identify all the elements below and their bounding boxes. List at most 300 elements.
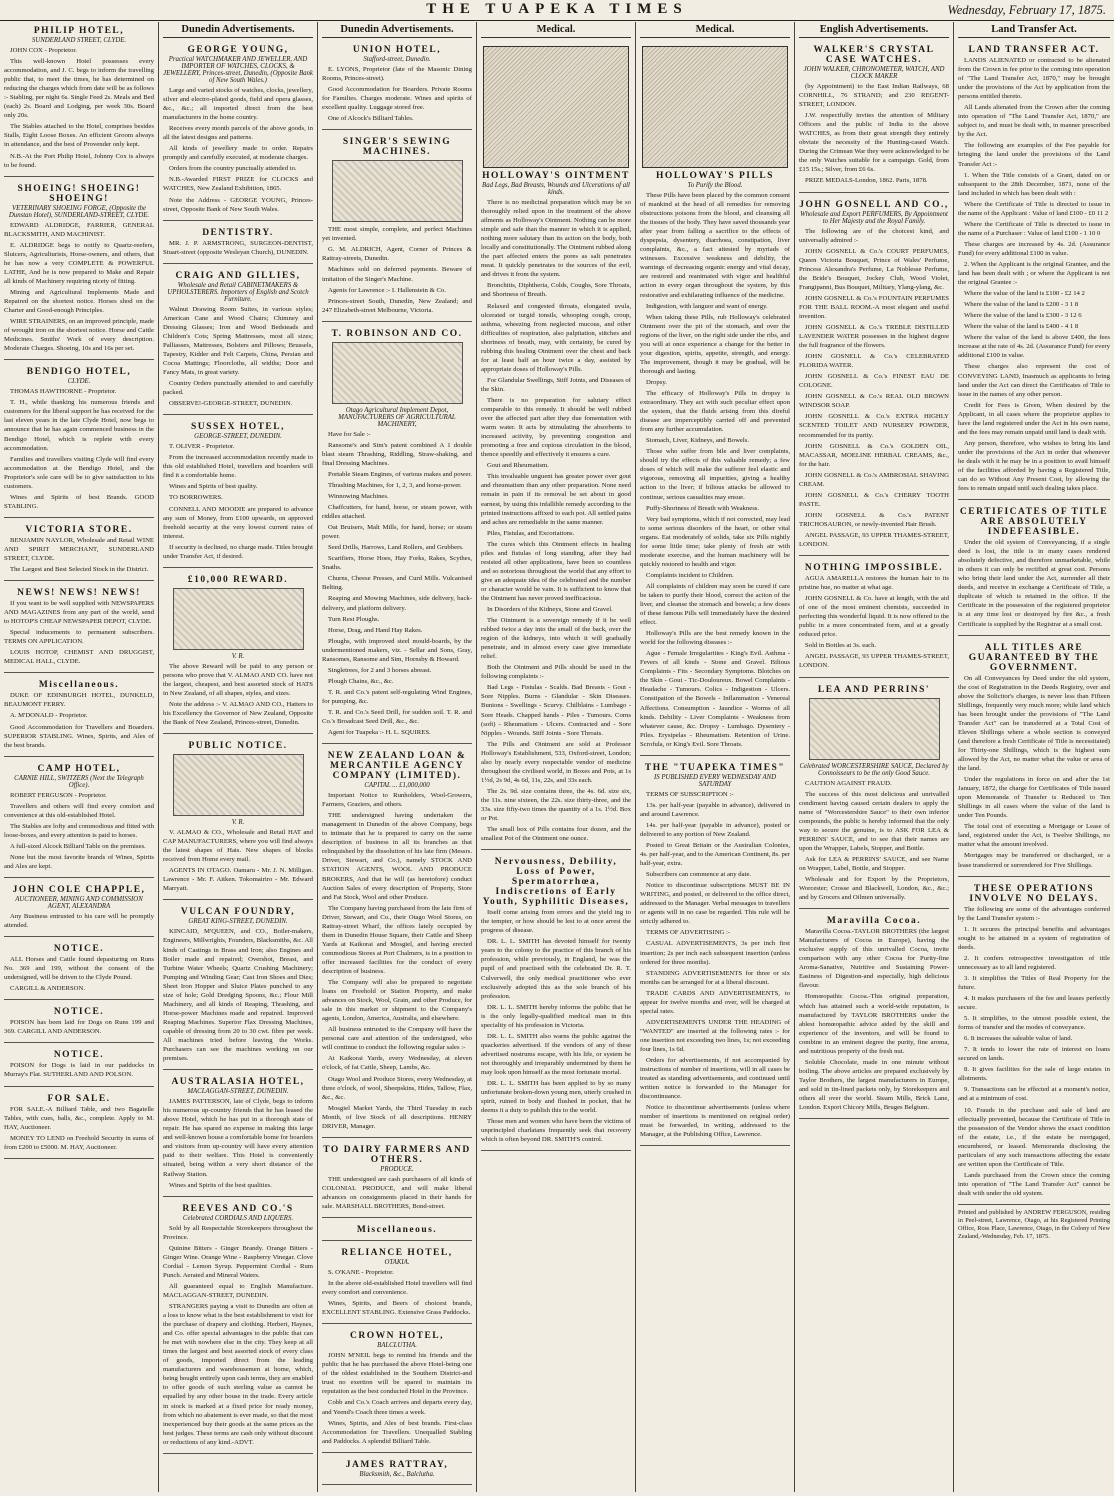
- ad-paragraph: AGENTS IN OTAGO. Oamaru - Mr. J. N. Milligan. Lawrence - Mr. F. Aitken. Tokomairiro - Mr. Edward Marryatt.: [163, 867, 313, 893]
- ad-paragraph: MR. J. P. ARMSTRONG, SURGEON-DENTIST, Stuart-street (opposite Wesleyan Church), DUNEDIN.: [163, 239, 313, 256]
- ad-paragraph: LOUIS HOTOP, CHEMIST AND DRUGGIST, MEDICAL HALL, CLYDE.: [4, 649, 154, 666]
- ad-paragraph: 8. It gives facilities for the sale of large estates in allotments.: [958, 1066, 1110, 1083]
- advertisement: [322, 1327, 472, 1452]
- ad-paragraph: JOHN GOSNELL & Co.'s REAL OLD BROWN WINDSOR SOAP.: [799, 393, 949, 410]
- ad-paragraph: ANGEL PASSAGE, 93 UPPER THAMES-STREET, LONDON.: [799, 531, 949, 549]
- advertisement: [799, 681, 949, 910]
- advertisement: [322, 747, 472, 1138]
- advertisement: [163, 1200, 313, 1454]
- ad-paragraph: The Stables attached to the Hotel, comprises besides Stalls, Eight Loose Boxes. An efficient Groom always in attendance, and the best of Provender only kept.: [4, 123, 154, 149]
- ad-paragraph: N.B.-At the Port Philip Hotel, Johnny Cox is always to be found.: [4, 152, 154, 169]
- ad-body: [4, 791, 154, 871]
- column-header: Land Transfer Act.: [958, 22, 1110, 38]
- ad-title: REEVES AND CO.'S: [182, 1203, 294, 1214]
- ad-title: SHOEING! SHOEING! SHOEING!: [17, 183, 141, 204]
- ad-paragraph: All business entrusted to the Company will have the personal care and attention of the undersigned, who will continue to conduct the following regular sales :-: [322, 1026, 472, 1052]
- ad-paragraph: Have for Sale :-: [328, 430, 371, 438]
- ad-body: [640, 191, 790, 749]
- ad-paragraph: JOHN GOSNELL & Co.'s FINEST EAU DE COLOGNE.: [799, 373, 949, 390]
- ad-paragraph: THE most simple, complete, and perfect Machines yet invented.: [322, 226, 472, 243]
- ad-paragraph: Oat Bruisers, Malt Mills, for hand, horse; or steam power.: [322, 524, 472, 541]
- ad-paragraph: Where the Certificate of Title is directed to issue in the name of a Purchaser : Value of land £100 - 1 10 0: [958, 220, 1110, 237]
- ad-title: GEORGE YOUNG,: [187, 45, 289, 55]
- masthead: [0, 0, 1114, 21]
- ad-title: HOLLOWAY'S OINTMENT: [482, 171, 630, 181]
- ad-paragraph: Otago Wool and Produce Stores, every Wednesday, at three o'clock, of wool, Sheepskins, Hides, Tallow, Flax, &c., &c.: [322, 1075, 472, 1101]
- ad-paragraph: The following are examples of the Fee payable for bringing the land under the provisions of the Land Transfer Act :-: [958, 142, 1110, 168]
- ad-paragraph: The 2s. 9d. size contains three, the 4s. 6d. size six, the 11s. nine sixteen, the 22s. size thirty-three, and the 33s. size fifty-two times the quantity of a 1s. 1½d. Box or Pot.: [481, 787, 631, 823]
- printer-imprint: Printed and published by ANDREW FERGUSON, residing in Peel-street, Lawrence, Otago, at his Registered Printing Office, Ross Place, Lawrence, Otago, in the Colony of New Zealand,-Wednesday, Feb. 17, 1875.: [958, 1208, 1110, 1241]
- ad-paragraph: Indigestion, with languor and want of energy.: [646, 302, 768, 310]
- advertisement: [4, 940, 154, 1000]
- ad-paragraph: At Kaikorai Yards, every Wednesday, at eleven o'clock, of fat Cattle, Sheep, Lambs, &c.: [322, 1055, 472, 1072]
- ad-paragraph: THE undersigned are cash purchasers of all kinds of COLONIAL PRODUCE, and will make liberal advances on consignments placed in their hands for sale. MARSHALL BROTHERS, Bond-street.: [322, 1175, 472, 1210]
- ad-paragraph: T. OLIVER - Proprietor.: [169, 443, 235, 451]
- ad-paragraph: Relaxed and congested throats, elongated uvula, ulcerated or turgid tonsils, whooping cough, croup, asthma, wheezing from neglected mucous, and other difficulties of respiration, also palpitation, stitches and shortness of breath, may, with certainty, be cured by rubbing this healing Ointment over the chest and back for at least half an hour twice a day, assisted by appropriate doses of Holloway's Pills.: [481, 302, 631, 373]
- ad-paragraph: The cures which this Ointment effects in healing piles and fistulas of long standing, after they had resisted all other applications, have been so countless and so notorious throughout the world that any effort to give an adequate idea of the celebrated and the number or character would be vain. It is sufficient to know that the Ointment has never proved inefficacious.: [481, 540, 631, 602]
- column-header: Medical.: [481, 22, 631, 38]
- ad-paragraph: Note the address :- V. ALMAO AND CO., Hatters to his Excellency the Governor of New Zealand, Opposite the Bank of New Zealand, Princes-street, Dunedin.: [163, 700, 313, 727]
- ad-paragraph: Good Accommodation for Travellers and Boarders. SUPERIOR STABLING. Wines, Spirits, and Ales of the best brands.: [4, 723, 154, 749]
- advertisement: [322, 41, 472, 130]
- ad-title: JOHN COLE CHAPPLE,: [12, 885, 146, 896]
- advertisement: [163, 571, 313, 734]
- ad-paragraph: Where the value of the land is above £400, the fees increase at the rate of 4s. 2d. (Assurance Fund) for every additional £100 in value.: [958, 334, 1110, 360]
- ad-paragraph: Scarifiers, Horse Hoes, Hay Forks, Rakes, Scythes, Snaths.: [322, 555, 472, 572]
- ad-paragraph: 7. It tends to lower the rate of interest on loans secured on lands.: [958, 1046, 1110, 1063]
- engraving-illustration: [809, 698, 940, 760]
- ad-body: [163, 828, 313, 893]
- ad-title: Miscellaneous.: [356, 1224, 438, 1235]
- ad-paragraph: Horse, Drag, and Hand Hay Rakes.: [328, 626, 423, 634]
- ad-title: JAMES RATTRAY,: [345, 1459, 449, 1470]
- ad-paragraph: All kinds of jewellery made to order. Repairs promptly and carefully executed, at moderate charges.: [163, 145, 313, 162]
- ad-paragraph: TO BORROWERS.: [169, 494, 223, 502]
- advertisement: [322, 1456, 472, 1485]
- ad-body: [4, 1105, 154, 1152]
- ad-subtitle: Celebrated WORCESTERSHIRE SAUCE, Declared by Connoisseurs to be the only Good Sauce.: [799, 762, 949, 777]
- advertisement: [322, 1244, 472, 1324]
- ad-subtitle: GREAT KING-STREET, DUNEDIN.: [188, 918, 288, 926]
- ad-title: SUSSEX HOTEL,: [191, 422, 285, 433]
- ad-paragraph: JOHN COX - Proprietor.: [10, 47, 77, 54]
- ad-subtitle: Celebrated CORDIALS AND LIQUERS.: [182, 1214, 294, 1222]
- ad-title: Nervousness, Debility, Loss of Power, Spermatorrhœa, Indiscretions of Early Youth, Syphilitic Diseases,: [482, 857, 630, 908]
- column-4: [477, 22, 636, 1492]
- ad-body: [322, 430, 472, 737]
- ad-paragraph: Itself come arising from errors and the yield ing to the tempter, or how should be lest to at once arrest the progress of disease.: [481, 909, 631, 935]
- ad-paragraph: E. ALDRIDGE begs to notify to Quartz-reefers, Sluicers, Agriculturists, Horse-owners, and others, that he has now a very COMPLETE & POWERFUL LATHE, And he is now prepared to Make and Repair all kinds of Machinery requiring nicety of fitting.: [4, 241, 154, 285]
- ad-paragraph: Special inducements to permanent subscribers. TERMS ON APPLICATION.: [4, 629, 154, 646]
- column-header: Dunedin Advertisements.: [322, 22, 472, 38]
- ad-subtitle: MACLAGGAN-STREET, DUNEDIN.: [187, 1088, 289, 1096]
- ad-title: £10,000 REWARD.: [187, 574, 289, 585]
- ad-paragraph: The Ointment is a sovereign remedy if it be well rubbed twice a day into the small of the back, over the region of the kidneys, into which it will gradually penetrate, and in almost every case give immediate relief.: [481, 617, 631, 661]
- ad-body: [958, 56, 1110, 493]
- ad-body: [799, 927, 949, 1112]
- ad-paragraph: Homœopathic Cocoa.-This original preparation, which has attained such a world-wide reputation, is manufactured by TAYLOR BROTHERS under the ablest homœopathic advice aided by the skill and experience of the inventors, and will be found to combine in an eminent degree the purity, fine aroma, and nutritious property of the fresh nut.: [799, 993, 949, 1055]
- ad-body: [163, 239, 313, 257]
- ad-paragraph: 5. It simplifies, to the utmost possible extent, the forms of transfer and the modes of conveyance.: [958, 1015, 1110, 1032]
- ad-paragraph: Wholesale and for Export by the Proprietors, Worcester; Crosse and Blackwell, London, &c., &c.; and by Grocers and Oilmen universally.: [799, 876, 949, 902]
- ad-paragraph: LANDS ALIENATED or contracted to be alienated from the Crown in fee prior to the coming into operation of "The Land Transfer Act, 1870," may be brought under the provisions of the Act by application from the persons entitled thereto.: [958, 57, 1110, 101]
- ad-body: [958, 905, 1110, 1198]
- ad-paragraph: 4. It makes purchasers of the fee and leases perfectly secure.: [958, 994, 1110, 1012]
- advertisement: [4, 22, 154, 177]
- ad-body: [322, 65, 472, 123]
- advertisement: [958, 880, 1110, 1205]
- ad-paragraph: Any person, therefore, who wishes to bring his land under the provisions of the Act in order that whenever he deals with it he may be in a position to avail himself of the facilities afforded by having a Registered Title, can do so Without Any Present Cost, by allowing the fees to remain unpaid until such dealing takes place.: [958, 439, 1110, 493]
- ad-paragraph: POISON for Dogs is laid in our paddocks in Murray's Flat. SUTHERLAND AND POLSON.: [4, 1062, 154, 1079]
- ad-subtitle: IS PUBLISHED EVERY WEDNESDAY AND SATURDAY: [653, 773, 777, 788]
- ad-paragraph: Under the regulations in force on and after the 1st January, 1872, the charge for Certificates of Title issued upon Memoranda of Transfer is Reduced to Ten Shillings in all cases where the value of the land is under Ten Pounds.: [958, 776, 1110, 820]
- ad-body: [4, 221, 154, 354]
- ad-paragraph: Country Orders punctually attended to and carefully packed.: [163, 380, 313, 397]
- ad-paragraph: In Disorders of the Kidneys, Stone and Gravel.: [487, 606, 613, 614]
- ad-paragraph: JOHN GOSNELL & Co.'s COURT PERFUMES, Queen Victoria Bouquet, Prince of Wales' Perfume, Princess Alexandra's Perfume, La Noblesse Perfume, the Bride's Bouquet, Jockey Club, Wood Violet, Frangipanni, Bus Bouquet, Military, Ylang-ylang, &c.: [799, 247, 949, 291]
- column-header: Dunedin Advertisements.: [163, 22, 313, 38]
- ad-body: [163, 86, 313, 214]
- ad-paragraph: 1. It secures the principal benefits and advantages sought to be attained in a system of registration of deeds.: [958, 925, 1110, 951]
- advertisement: [322, 325, 472, 744]
- ad-paragraph: E. LYONS, Proprietor (late of the Masonic Dining Rooms, Princes-street).: [322, 66, 472, 83]
- ad-paragraph: JOHN GOSNELL & Co.'s CELEBRATED FLORIDA WATER.: [799, 353, 949, 370]
- ad-paragraph: Where the value of the land is £200 - 3 1 8: [964, 301, 1079, 309]
- advertisement: [322, 1141, 472, 1218]
- ad-paragraph: Seed Drills, Harrows, Land Rollers, and Grubbers.: [328, 544, 464, 552]
- ad-paragraph: (by Appointment) to the East Indian Railways, 68 CORNHILL, 76 STRAND; and 230 REGENT-STREET, LONDON.: [799, 83, 949, 109]
- ad-paragraph: Mining and Agricultural Implements Made and Repaired on the shortest notice. Horses shod on the Charter and Good-enough Principles.: [4, 288, 154, 315]
- ad-title: NOTICE.: [53, 1050, 105, 1061]
- column-7: [954, 22, 1114, 1492]
- ad-paragraph: Wines and Spirits of best Brands. GOOD STABLING.: [4, 493, 154, 510]
- ad-paragraph: TERMS OF ADVERTISING :-: [646, 929, 731, 937]
- ad-paragraph: For Glandular Swellings, Stiff Joints, and Diseases of the Skin.: [481, 376, 631, 393]
- ad-paragraph: Families and travellers visiting Clyde will find every accommodation at the Bendigo Hotel, and the Proprietor's sole care will be to give satisfaction to his customers.: [4, 455, 154, 490]
- ad-subtitle: Stafford-street, Dunedin.: [363, 56, 431, 63]
- ad-paragraph: Important Notice to Runholders, Wool-Growers, Farmers, Graziers, and others.: [322, 792, 472, 809]
- ad-body: [163, 1224, 313, 1447]
- advertisement: [958, 639, 1110, 877]
- ad-paragraph: Bad Legs - Fistulas - Scalds. Bad Breasts - Gout - Sore Nipples. Burns - Glandular - Skin Diseases. Bunions - Swellings - Scurvy. Chilblains - Lumbago - Sore Heads. Chapped hands - Piles - Tumours. Corns (soft) - Rheumatism - Ulcers. Contracted and - Sore Nipples - Wounds. Stiff Joints - Sore Throats.: [481, 684, 631, 737]
- ad-paragraph: Holloway's Pills are the best remedy known in the world for the following diseases :-: [640, 630, 790, 647]
- ad-paragraph: 2. It confers retrospective investigation of title unnecessary as to all land registered.: [958, 954, 1110, 971]
- ad-paragraph: JOHN GOSNELL & Co.'s FOUNTAIN PERFUMES FOR THE BALL ROOM.-A most elegant and useful invention.: [799, 294, 949, 320]
- ad-paragraph: Stomach, Liver, Kidneys, and Bowels.: [646, 437, 749, 445]
- ad-paragraph: STRANGERS paying a visit to Dunedin are often at a loss to know what is the best establishment to visit for the purchase of drapery and clothing. Herbert, Haynes, and Co. offer special advantages to the public that can be met with nowhere else in the city. They keep at all times the largest and best assorted stock of every class of goods, imported direct from the leading manufacturers and warehousemen at home, which, being bought entirely upon cash terms, they are enabled to offer goods of such sterling value as cannot be equalled by any other house in the trade. Every article in stock is marked at a fixed price for ready money, from which no abatement is ever made, so that the most inexperienced buy their goods at the same prices as the best judges. These terms are cash only without discount or reductions of any kind.-ADVT.: [163, 1302, 313, 1446]
- ad-paragraph: Posted to Great Britain or the Australian Colonies, 4s. per half-year, and to the American Continent, 8s. per half-year, extra.: [640, 842, 790, 868]
- ad-paragraph: T. R. and Co.'s patent self-regulating Wind Engines, for pumping, &c.: [322, 688, 472, 705]
- ad-paragraph: This invaluable unguent has greater power over gout and rheumatism than any other preparation. None need remain in pain if its removal be set about in good earnest, by using this infallible remedy according to the printed instructions affixed to each pot. All settled pains and aches are remediable in the same manner.: [481, 473, 631, 526]
- column-1: [0, 22, 159, 1492]
- ad-paragraph: 6. It increases the saleable value of land.: [964, 1035, 1073, 1043]
- ad-subtitle: VETERINARY SHOEING FORGE, (Opposite the Dunstan Hotel), SUNDERLAND-STREET, CLYDE.: [8, 204, 150, 219]
- advertisement: [163, 224, 313, 264]
- newspaper-title: THE TUAPEKA TIMES: [426, 1, 688, 17]
- advertisement: [481, 41, 631, 850]
- ad-title: LEA AND PERRINS': [817, 684, 931, 695]
- advertisement: [799, 912, 949, 1119]
- ad-paragraph: Piles, Fistulas, and Excoriations.: [487, 529, 575, 537]
- advertisement: [163, 903, 313, 1070]
- ad-subtitle: PRODUCE.: [380, 1165, 414, 1173]
- engraving-illustration: [332, 342, 463, 404]
- ad-body: [163, 662, 313, 727]
- advertisement: [4, 676, 154, 756]
- advertisement: [799, 196, 949, 557]
- ad-paragraph: ADVERTISEMENTS UNDER THE HEADING of "WANTED" are inserted at the following rates :- for one insertion not exceeding two lines, 1s; not exceeding four lines, 1s 6d.: [640, 1018, 790, 1053]
- ad-title: JOHN GOSNELL AND CO.,: [799, 199, 949, 210]
- ad-paragraph: Travellers and others will find every comfort and convenience at this old-established Hotel.: [4, 802, 154, 819]
- ad-paragraph: Receives every month parcels of the above goods, in all the latest designs and patterns.: [163, 125, 313, 142]
- ad-paragraph: WIRE STRAINERS, on an improved principle, made of wrought iron on the shortest notice. Horse and Cattle Medicines. Smiths' Work of every description. Moderate Charges. Shoeing, 10s and 16s per set.: [4, 318, 154, 353]
- ad-paragraph: Reaping and Mowing Machines, side delivery, back-delivery, and platform delivery.: [322, 595, 472, 612]
- ad-paragraph: THOMAS HAWTHORNE - Proprietor.: [10, 388, 117, 396]
- ad-title: FOR SALE.: [47, 1093, 111, 1104]
- issue-date: Wednesday, February 17, 1875.: [947, 3, 1106, 17]
- advertisement: [481, 853, 631, 1151]
- ad-subtitle: BALCLUTHA.: [377, 1342, 417, 1350]
- advertisement: [4, 180, 154, 361]
- column-2: [159, 22, 318, 1492]
- ad-paragraph: JOHN GOSNELL & Co.'s CHERRY TOOTH PASTE.: [799, 491, 949, 508]
- ad-title: NEW ZEALAND LOAN & MERCANTILE AGENCY COMPANY (LIMITED).: [327, 751, 467, 782]
- ad-paragraph: Where the Certificate of Title is directed to issue in the name of the Applicant : Value of land £100 - £0 11 2: [958, 200, 1110, 217]
- ad-paragraph: JOHN GOSNELL & Co.'s GOLDEN OIL, MACASSAR, MOELINE HERBAL CREAMS, &c., for the hair.: [799, 442, 949, 468]
- ad-paragraph: The following are some of the advantages conferred by the Land Transfer system :-: [958, 905, 1110, 922]
- ad-paragraph: Thrashing Machines, for 1, 2, 3, and horse-power.: [328, 481, 462, 489]
- ad-paragraph: Agent for Tuapeka :- H. L. SQUIRES.: [328, 729, 431, 737]
- ad-paragraph: T. H., while thanking his numerous friends and customers for the liberal support he has received for the last eleven years in the late Clyde Hotel, now begs to announce that he has again commenced business in the Bendigo Hotel, which is replete with every accommodation.: [4, 399, 154, 452]
- ad-paragraph: Very bad symptoms, which if not corrected, may lead to some serious disorders of the heart, or other vital organs. Eat moderately of solids, take six Pills nightly for some little time; take plenty of fresh air with moderate exercise, and the human machinery will be quickly restored to health and vigor.: [640, 515, 790, 568]
- ad-paragraph: Orders from the country punctually attended to.: [169, 165, 297, 173]
- ad-paragraph: When taking these Pills, rub Holloway's celebrated Ointment over the pit of the stomach, and over the regions of the liver, on the right side under the ribs, and you will at once experience a change for the better in your digestion, spirits, appetite, strength, and energy. The improvement, though it may be gradual, will be thorough and lasting.: [640, 313, 790, 375]
- ad-paragraph: 3. It simplifies the Titles of Real Property for the future.: [958, 974, 1110, 991]
- ad-title: Miscellaneous.: [38, 680, 120, 691]
- ad-paragraph: Where the value of the land is £300 - 3 12 6: [964, 312, 1082, 320]
- ad-paragraph: CARGILL & ANDERSON.: [10, 985, 85, 993]
- ad-paragraph: Wines and Spirits of best quality.: [169, 483, 258, 491]
- ad-paragraph: Ransome's and Sim's patent combined A 1 double blast steam Thrashing, Riddling, Straw-shaking, and final Dressing Machines.: [322, 441, 472, 467]
- ad-paragraph: JOHN GOSNELL & Co.'s TREBLE DISTILLED LAVENDER WATER possesses in the highest degree the full fragrance of the flowers.: [799, 323, 949, 350]
- advertisement: [640, 759, 790, 1147]
- ad-title: CERTIFICATES OF TITLE ARE ABSOLUTELY INDEFEASIBLE.: [959, 507, 1109, 538]
- ad-subtitle: CLYDE.: [67, 378, 91, 386]
- ad-paragraph: All Lands alienated from the Crown after the coming into operation of "The Land Transfer Act, 1870," are subject to, and must be dealt with, in manner prescribed by the Act.: [958, 104, 1110, 139]
- ad-title: T. ROBINSON AND CO.: [331, 328, 463, 339]
- ad-paragraph: This well-known Hotel possesses every accommodation, and J. C. begs to inform the travelling public that, to meet the times, he has determined on reducing the charges which from date will be as follows :- Stabling, per night 6s. Single Feed 2s. Meals and Bed (each) 2s. Board and Lodging, per week 30s. Board only 20s.: [4, 58, 154, 120]
- ad-title: NEWS! NEWS! NEWS!: [17, 588, 141, 599]
- ad-paragraph: Machines sold on deferred payments. Beware of imitation of the Singer's Machine.: [322, 266, 472, 283]
- ad-body: [163, 927, 313, 1063]
- ad-title: DENTISTRY.: [202, 227, 274, 238]
- ad-paragraph: THE undersigned having undertaken the management in Dunedin of the above Company, begs to intimate that he is prepared to carry on the same description of business in all its branches as that relinquished by the dissolution of his late firm (Messrs. Driver, Stewart, and Co.), namely STOCK AND STATION AGENTS, WOOL AND PRODUCE BROKERS, And that he will (as heretofore) conduct Auction Sales of every description of Property, Store and Fat Stock, Wool and other Produce.: [322, 812, 472, 901]
- ad-paragraph: STANDING ADVERTISEMENTS for three or six months can be arranged for at a liberal discount.: [640, 969, 790, 986]
- ad-paragraph: N.B.-Awarded FIRST PRIZE for CLOCKS and WATCHES, New Zealand Exhibition, 1865.: [163, 176, 313, 193]
- ad-paragraph: JAMES PATTERSON, late of Clyde, begs to inform his numerous up-country friends that he has leased the above Hotel, which he has put in a thorough state of repair. He has spared no expense in making this large and well-known house a comfortable home for boarders and visitors from up-country will have every attention paid to their welfare. This Hotel is conveniently situated, being within a very short distance of the Railway Station.: [163, 1098, 313, 1178]
- ad-paragraph: DR. L. L. SMITH hereby informs the public that he is the only legally-qualified medical man in this speciality of his profession in Victoria.: [481, 1003, 631, 1029]
- ad-paragraph: Ask for LEA & PERRINS' SAUCE, and see Name on Wrapper, Label, Bottle, and Stopper.: [799, 855, 949, 872]
- ad-paragraph: JOHN GOSNELL & Co.'s EXTRA HIGHLY SCENTED TOILET AND NURSERY POWDER, recommended for its purity.: [799, 413, 949, 439]
- ad-paragraph: The Company having purchased from the late firm of Driver, Stewart, and Co., their Otago Wool Stores, on Rattray-street Wharf, the offices lately occupied by them in Dunedin House Square, their Cattle and Sheep Yards at Kaikorai and Mosgiel, and having erected commodious Stores at Port Chalmers, is in a position to offer increased facilities for the conduct of every description of business.: [322, 904, 472, 975]
- ad-paragraph: The above Reward will be paid to any person or persons who prove that V. ALMAO AND CO. have not the largest, cheapest, and best assorted stock of HATS in New Zealand, of all shapes, styles, and sizes.: [163, 662, 313, 697]
- engraving-illustration: [332, 160, 463, 222]
- ad-body: [958, 674, 1110, 870]
- ad-title: VULCAN FOUNDRY,: [180, 907, 296, 918]
- column-header: Medical.: [640, 22, 790, 38]
- ad-subtitle: V. R.: [231, 819, 245, 827]
- ad-subtitle: CAPITAL ... £1,000,000: [364, 782, 430, 790]
- ad-paragraph: 2. When the Applicant is the original Grantee, and the land has been dealt with ; or where the Applicant is not the original Grantee :-: [958, 260, 1110, 287]
- ad-paragraph: G. M. ALDRICH, Agent, Corner of Princes & Rattray-streets, Dunedin.: [322, 246, 472, 263]
- ad-body: [322, 1351, 472, 1445]
- advertisement: [322, 133, 472, 321]
- ad-body: [322, 791, 472, 1131]
- ad-subtitle: V. R.: [231, 652, 245, 660]
- ad-paragraph: BENJAMIN NAYLOR, Wholesale and Retail WINE AND SPIRIT MERCHANT, SUNDERLAND STREET, CLYDE.: [4, 536, 154, 562]
- ad-title: NOTICE.: [53, 1007, 105, 1018]
- ad-paragraph: CAUTION AGAINST FRAUD.: [805, 779, 892, 787]
- ad-paragraph: Princes-street South, Dunedin, New Zealand; and 247 Elizabeth-street Melbourne, Victoria.: [322, 297, 472, 314]
- ad-paragraph: Puffy-Shortness of Breath with Weakness.: [646, 504, 760, 512]
- ad-body: [163, 305, 313, 409]
- ad-paragraph: Note the Address - GEORGE YOUNG, Princes-street, Opposite Bank of New South Wales.: [163, 196, 313, 213]
- ad-paragraph: The following are of the choicest kind, and universally admired :-: [799, 227, 949, 244]
- ad-paragraph: The success of this most delicious and unrivalled condiment having caused certain dealers to apply the name of "Worcestershire Sauce" to their own inferior compounds, the public is hereby informed that the only way to secure the genuine, is to ASK FOR LEA & PERRINS' SAUCE, and to see that their names are upon the Wrapper, Labels, Stopper, and Bottle.: [799, 790, 949, 852]
- ad-paragraph: Where the value of the land is £400 - 4 1 8: [964, 323, 1079, 331]
- ad-title: VICTORIA STORE.: [25, 524, 133, 535]
- ad-paragraph: ANGEL PASSAGE, 93 UPPER THAMES-STREET, LONDON.: [799, 653, 949, 670]
- ad-paragraph: Gout and Rheumatism.: [487, 462, 549, 470]
- advertisement: [4, 1003, 154, 1043]
- ad-paragraph: There is no medicinal preparation which may be so thoroughly relied upon in the treatment of the above ailments as Holloway's Ointment. Nothing can be more simple and safe than the manner in which it is applied, nothing more salutary than its action on the body, both locally and constitutionally. The Ointment rubbed along the part affected enters the pores as salt penetrates meat. It quickly penetrates to the sources of the evil, and drives it from the system.: [481, 199, 631, 279]
- ad-paragraph: 1. When the Title consists of a Grant, dated on or subsequent to the 28th December, 1871, none of the land included in which has been dealt with :: [958, 171, 1110, 197]
- advertisement: [958, 503, 1110, 635]
- ad-paragraph: 14s. per half-year (payable in advance), posted or delivered to any portion of New Zealand.: [640, 821, 790, 838]
- ad-paragraph: Good Accommodation for Boarders. Private Rooms for Families. Charges moderate. Wines and spirits of excellent quality. Luggage stored free.: [322, 86, 472, 112]
- ad-paragraph: None but the most favorite brands of Wines, Spirits and Ales are kept.: [4, 853, 154, 870]
- ad-title: THE "TUAPEKA TIMES": [644, 762, 786, 773]
- ad-paragraph: Ague - Female Irregularities - King's Evil. Asthma - Fevers of all kinds - Stone and Gravel. Bilious Complaints - Fits - Secondary Symptoms. Blotches on the Skin - Gout - Tic-Douloureux. Bowel Complaints - Headache - Tumours. Colics - Indigestion - Ulcers. Constipation of the Bowels - Inflammation - Venereal Affections. Consumption - Jaundice - Worms of all kinds. Debility - Liver Complaints - Weakness from whatever cause, &c. Dropsy - Lumbago. Dysentery - Piles. Erysipelas - Rheumatism. Retention of Urine. Scrofula, or King's Evil. Sore Throats.: [640, 650, 790, 748]
- ad-paragraph: POISON has been laid for Dogs on Runs 199 and 369. CARGILL AND ANDERSON.: [4, 1019, 154, 1036]
- ad-paragraph: Notice to discontinue advertisements (unless where number of insertions is mentioned on original order) must be forwarded, in writing, addressed to the Manager, at the Publishing Office, Lawrence.: [640, 1104, 790, 1139]
- ad-paragraph: MONEY TO LEND on Freehold Security in sums of from £200 to £5000. M. HAY, Auctioneer.: [4, 1134, 154, 1151]
- ad-paragraph: TERMS OF SUBSCRIPTION :-: [646, 790, 734, 798]
- advertisement: [163, 1073, 313, 1196]
- ad-title: AUSTRALASIA HOTEL,: [171, 1077, 305, 1088]
- ad-title: RELIANCE HOTEL,: [341, 1247, 453, 1258]
- ad-title: CRAIG AND GILLIES,: [175, 270, 301, 281]
- ad-subtitle: Bad Legs, Bad Breasts, Wounds and Ulcerations of all kinds.: [482, 182, 630, 196]
- ad-paragraph: KINCAID, M'QUEEN, and CO., Boiler-makers, Engineers, Millwrights, Founders, Blacksmiths, &c. All kinds of Castings in Brass and Iron; also Engines and Boiler made and repaired; Overshot, Breast, and Turbine Water Wheels; Quartz Crushing Machinery; Pumping and Winding Gear; Cast Iron Shoes and Dies; Sheet Iron Hopper and Sluice Plates punched to any size of hole; Gold Dredging Spoons, &c.; Flour Mill Machinery, and all kinds of Reaping, Thrashing, and Horse-power Machines made and repaired. Improved Reaping Machines. Superior Flax Dressing Machines, capable of dressing from 20 to 30 cwt. fibre per week. All machines tried before leaving the Works. Purchasers can see the machines working on our premises.: [163, 928, 313, 1063]
- ad-body: [4, 387, 154, 511]
- ad-paragraph: DR. L. L. SMITH also warns the public against the quackeries advertised. If the vendors of any of these advertised nostrums escape, with his life, or system be not thoroughly and irreparably undermined by them he may look upon himself as the most fortunate mortal.: [481, 1032, 631, 1076]
- advertisement: [799, 559, 949, 677]
- ad-paragraph: Orders for advertisements, if not accompanied by instructions of number of insertions, will in all cases be treated as standing advertisements, and continued until written notice is forwarded to the Manager for discontinuance.: [640, 1057, 790, 1101]
- ad-subtitle: JOHN WALKER, CHRONOMETER, WATCH, AND CLOCK MAKER: [803, 66, 945, 80]
- ad-paragraph: Where the value of the land is £100 - £2 14 2: [964, 290, 1085, 298]
- advertisement: [958, 41, 1110, 500]
- ad-paragraph: JOHN M'NEIL begs to remind his friends and the public that he has purchased the above Hotel-being one of the oldest established in the Southern District-and trust no exertion will be spared to maintain its reputation as the best conducted Hotel in the Province.: [322, 1352, 472, 1396]
- ad-body: [799, 574, 949, 670]
- ad-paragraph: ALL Horses and Cattle found depasturing on Runs No. 369 and 199, without the consent of the undersigned, will be driven to the Clyde Pound.: [4, 956, 154, 982]
- advertisement: [4, 521, 154, 581]
- ad-body: [4, 1061, 154, 1079]
- ad-title: CAMP HOTEL,: [37, 763, 121, 774]
- ad-body: [799, 227, 949, 550]
- engraving-illustration: [173, 588, 304, 650]
- ad-body: [481, 198, 631, 843]
- ad-paragraph: ROBERT FERGUSON - Proprietor.: [10, 791, 107, 799]
- ad-paragraph: The efficacy of Holloway's Pills in dropsy is extraordinary. They act with such peculiar effect upon the system, that the fluids arising from this direful disease are imperceptibly carried off and prevented from any further accumulation.: [640, 389, 790, 434]
- ad-body: [322, 1175, 472, 1211]
- ad-paragraph: JOHN GOSNELL & Co.'s PATENT TRICHOSAURON, or newly-invented Hair Brush.: [799, 511, 949, 528]
- ad-paragraph: The Largest and Best Selected Stock in the District.: [10, 566, 149, 574]
- advertisement: [322, 1221, 472, 1241]
- ad-paragraph: V. ALMAO & CO., Wholesale and Retail HAT and CAP MANUFACTURERS, where you will find always the latest shapes of Hats. New shapes of blocks received from Home every mail.: [163, 829, 313, 864]
- ad-subtitle: CARNIE HILL, SWITZERS (Next the Telegraph Office).: [14, 774, 144, 789]
- column-header: English Advertisements.: [799, 22, 949, 38]
- engraving-illustration: [173, 754, 304, 816]
- ad-title: Maravilla Cocoa.: [826, 916, 922, 927]
- ad-title: ALL TITLES ARE GUARANTEED BY THE GOVERNMENT.: [968, 642, 1100, 673]
- ad-subtitle: GEORGE-STREET, DUNEDIN.: [194, 433, 282, 441]
- ad-body: [4, 46, 154, 170]
- ad-subtitle: OTAKIA.: [384, 1258, 410, 1266]
- ad-paragraph: Quinine Bitters - Ginger Brandy. Orange Bitters - Ginger Wine. Orange Wine - Raspberry Vinegar. Clove Cordial - Lemon Syrup. Peppermint Cordial - Rum Punch. Aerated and Mineral Waters.: [163, 1244, 313, 1279]
- ad-paragraph: The Company will also be prepared to negotiate loans on Freehold or Station Property, and make advances on Stock, Wool, Grain, and other Produce, for sale in this market or shipment to the Company's agents, London, America, Australia, and elsewhere.: [322, 979, 472, 1023]
- ad-paragraph: A full-sized Alcock Billiard Table on the premises.: [10, 842, 146, 850]
- ad-paragraph: 10. Frauds in the purchase and sale of land are effectually prevented, because the Certificate of Title in the possession of the Vendor shows the exact condition of the estate, i.e., if the estate be mortgaged, encumbered, or leased. Memoranda disclosing the particulars of any such transactions affecting the estate are written upon the Certificate of Title.: [958, 1106, 1110, 1168]
- advertisement: [640, 41, 790, 756]
- ad-paragraph: JOHN GOSNELL & Co.'s AMBROSIAL SHAVING CREAM.: [799, 471, 949, 488]
- ad-body: [4, 1018, 154, 1036]
- ad-paragraph: JOHN GOSNELL & Co. have at length, with the aid of one of the most eminent chemists, succeeded in perfecting this wonderful liquid. It is now offered to the public in a more concentrated form, and at a greatly reduced price.: [799, 595, 949, 639]
- ad-paragraph: All complaints of children may soon be cured if care be taken to purify their blood, correct the action of the liver, and cleanse the stomach and bowels; a few doses of these famous Pills will immediately have the desired effect.: [640, 582, 790, 627]
- ad-paragraph: Those who suffer from bile and liver complaints, should try the effects of this valuable remedy; a few doses of which will make the sufferer feel elastic and vigorous, removing all impurities, giving a healthy action to the liver; if bilious attacks be allowed to continue, serious casualties may ensue.: [640, 448, 790, 501]
- ad-paragraph: The total cost of executing a Mortgage or Lease of land, registered under the Act, is Twelve Shillings, no matter what the amount involved.: [958, 823, 1110, 849]
- advertisement: [4, 584, 154, 673]
- ad-paragraph: The Stables are lofty and commodious and fitted with loose-boxes, and every attention is paid to horses.: [4, 822, 154, 839]
- ad-paragraph: Chaffcutters, for hand, horse, or steam power, with riddles attached.: [322, 504, 472, 521]
- ad-body: [958, 538, 1110, 628]
- ad-paragraph: Both the Ointment and Pills should be used in the following complaints :-: [481, 664, 631, 681]
- ad-paragraph: OBSERVE!-GEORGE-STREET, DUNEDIN.: [169, 400, 293, 408]
- ad-paragraph: On all Conveyances by Deed under the old system, the cost of Registration in the Deeds Registry, over and above the Solicitor's charges, is never less than Fifteen Shillings, frequently very much more; while land which has been brought under the provisions of "The Land Transfer Act" can be transferred at a Total Cost of Eleven Shillings where a whole section is conveyed (and therefore a fresh Certificate of Title is necessitated) for Thirty-one Shillings, which is the highest sum allowed by the Act, no matter what the value or area of the land.: [958, 674, 1110, 773]
- ad-paragraph: Winnowing Machines.: [328, 492, 389, 500]
- ad-paragraph: FOR SALE.-A Billiard Table, and two Bagatelle Tables, with cues, balls, &c., complete. Apply to M. HAY, Auctioneer.: [4, 1105, 154, 1131]
- ad-subtitle: SUNDERLAND STREET, CLYDE.: [31, 37, 127, 44]
- ad-paragraph: Under the old system of Conveyancing, if a single deed is lost, the title is in many cases rendered absolutely defective, and therefore unmarketable, while in others it can only be rectified at great cost. Persons who bring their land under the Act, surrender all their deeds, and receive in exchange a Certificate of Title, a duplicate of which is retained in the office. If the Certificate in the possession of the registered proprietor is at any time lost or destroyed by fire &c., a fresh Certificate is supplied by the Registrar at a small cost.: [958, 539, 1110, 628]
- ad-paragraph: DR. L. L. SMITH has devoted himself for twenty years to the colony to the practice of this branch of his profession, while previously, in England, he was the pupil of and practised with the celebrated Dr. R. T. Culverwell, the only medical practitioner who ever exclusively adopted this as the sole branch of his profession.: [481, 938, 631, 1000]
- ad-paragraph: If you want to be well supplied with NEWSPAPERS AND MAGAZINES from any part of the world, send to HOTOP'S CHEAP NEWSPAPER DEPOT, CLYDE.: [4, 600, 154, 626]
- ad-title: SINGER'S SEWING MACHINES.: [342, 137, 452, 158]
- ad-body: [640, 790, 790, 1140]
- ad-title: NOTHING IMPOSSIBLE.: [804, 563, 944, 574]
- column-6: [795, 22, 954, 1492]
- ad-body: [163, 442, 313, 561]
- ad-paragraph: If security is declined, no charge made. Titles brought under Transfer Act, if desired.: [163, 543, 313, 560]
- ad-paragraph: Wines, Spirits, and Beers of choicest brands, EXCELLENT STABLING. Extensive Grass Paddocks.: [322, 1300, 472, 1317]
- ad-paragraph: Portable Steam Engines, of various makes and power.: [328, 470, 472, 478]
- ad-paragraph: Maravilla Cocoa.-TAYLOR BROTHERS (the largest Manufacturers of Cocoa in Europe), having the exclusive supply of this unrivalled Cocoa, invite comparison with any other Cocoa for Purity-fine Aroma-Sanative, Nutritive and Sustaining Power-Easiness of Digestion-and especially, high delicious flavour.: [799, 928, 949, 990]
- ad-paragraph: S. O'KANE - Proprietor.: [328, 1268, 394, 1276]
- ad-paragraph: One of Alcock's Billiard Tables.: [328, 115, 414, 123]
- ad-paragraph: These charges also represent the cost of CONVEYING LAND, Inasmuch as applicants to bring land under the Act can direct the Certificates of Title to issue in the names of any other person.: [958, 363, 1110, 398]
- ad-body: [322, 225, 472, 314]
- ad-paragraph: Notice to discontinue subscriptions MUST BE IN WRITING, and posted, or delivered to the office direct, addressed to the Manager. Verbal messages to travellers or agents will in no case be regarded. This rule will be strictly adhered to.: [640, 882, 790, 926]
- column-3: [318, 22, 477, 1492]
